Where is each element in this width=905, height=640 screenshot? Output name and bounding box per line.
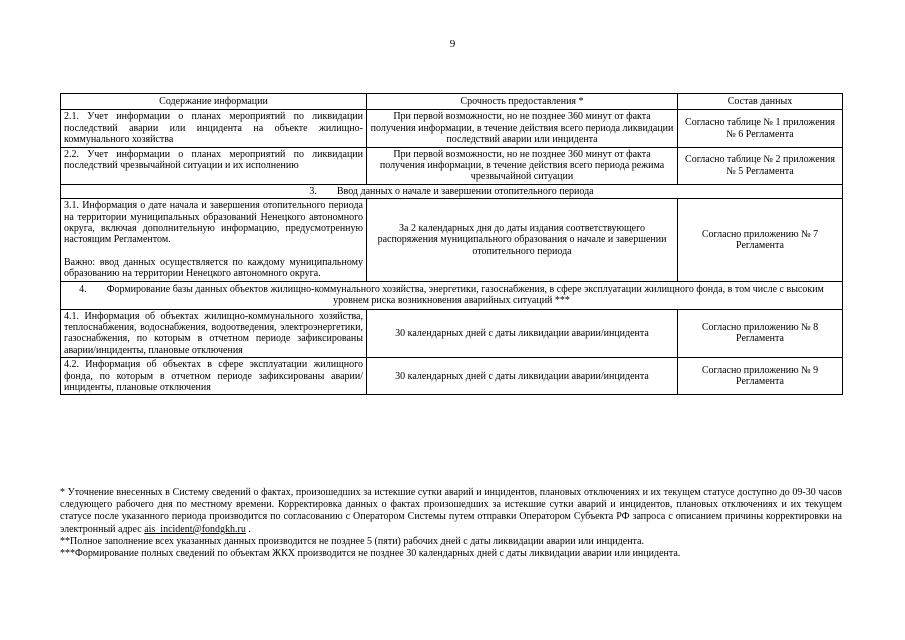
row-3-1-data: Согласно приложению № 7 Регламента (678, 199, 843, 281)
row-2-1-content: 2.1. Учет информации о планах мероприятий по ликвидации последствий аварии или инцидента на объекте жилищно-коммунального хозяйства (61, 110, 367, 147)
row-2-2-data: Согласно таблице № 2 приложения № 5 Регламента (678, 147, 843, 184)
footnote-1-text: * Уточнение внесенных в Систему сведений о фактах, произошедших за истекшие сутки аварий и инцидентов, плановых отключениях и их текущем статусе доступно до 09-30 часов следующего рабочего дня по местному времени. Корректировка данных о фактах произошедших за истекшие сутки аварий и инцидентов, плановых отключениях и их текущем статусе после указанного периода производится по согласованию с Оператором Системы путем отправки Оператором Субъекта РФ запроса с описанием причины корректировки на электронный адрес (60, 487, 842, 535)
row-4-2-data: Согласно приложению № 9 Регламента (678, 358, 843, 395)
row-4-2-urgency: 30 календарных дней с даты ликвидации аварии/инцидента (367, 358, 678, 395)
footnotes (60, 487, 842, 560)
footnote-3: ***Формирование полных сведений по объектам ЖКХ производится не позднее 30 календарных дней с даты ликвидации аварии или инцидента. (60, 548, 681, 560)
header-content: Содержание информации (61, 94, 367, 110)
row-3-1-text: 3.1. Информация о дате начала и завершения отопительного периода на территории муниципальных образований Ненецкого автономного округа, включая дополнительную информацию, предусмотренную настоящим Регламентом. (64, 200, 363, 246)
page-number: 9 (449, 38, 456, 50)
section-4-title: 4. Формирование базы данных объектов жилищно-коммунального хозяйства, энергетики, газоснабжения, в сфере эксплуатации жилищного фонда, в том числе с высоким уровнем риска возникновения аварийных ситуаций *** (61, 281, 843, 309)
section-3-title: 3. Ввод данных о начале и завершении отопительного периода (61, 184, 843, 198)
footnote-1-end: . (245, 523, 251, 535)
header-data: Состав данных (678, 94, 843, 110)
table-row (61, 358, 843, 395)
table-row (61, 199, 843, 281)
table-row (61, 309, 843, 358)
table-header-row (61, 94, 843, 110)
row-3-1-content (61, 199, 367, 281)
footnote-2: **Полное заполнение всех указанных данных производится не позднее 5 (пяти) рабочих дней с даты ликвидации аварии или инцидента. (60, 535, 644, 547)
table-row (61, 110, 843, 147)
section-row (61, 281, 843, 309)
row-3-1-urgency: За 2 календарных дня до даты издания соответствующего распоряжения муниципального образования о начале и завершении отопительного периода (367, 199, 678, 281)
row-2-1-data: Согласно таблице № 1 приложения № 6 Регламента (678, 110, 843, 147)
row-3-1-note: Важно: ввод данных осуществляется по каждому муниципальному образованию на территории Ненецкого автономного округа. (64, 256, 363, 280)
row-4-1-data: Согласно приложению № 8 Регламента (678, 309, 843, 358)
row-2-2-urgency: При первой возможности, но не позднее 360 минут от факта получения информации, в течение действия всего периода режима чрезвычайной ситуации (367, 147, 678, 184)
information-table (60, 93, 843, 395)
footnote-1 (60, 487, 842, 536)
section-row (61, 184, 843, 198)
row-2-2-content: 2.2. Учет информации о планах мероприятий по ликвидации последствий чрезвычайной ситуации и их исполнению (61, 147, 367, 184)
header-urgency: Срочность предоставления * (367, 94, 678, 110)
row-2-1-urgency: При первой возможности, но не позднее 360 минут от факта получения информации, в течение действия всего периода ликвидации последствий аварии или инцидента (367, 110, 678, 147)
table-row (61, 147, 843, 184)
row-4-2-content: 4.2. Информация об объектах в сфере эксплуатации жилищного фонда, по которым в отчетном периоде зафиксированы аварии/инциденты, плановые отключения (61, 358, 367, 395)
row-4-1-content: 4.1. Информация об объектах жилищно-коммунального хозяйства, теплоснабжения, водоснабжения, водоотведения, электроэнергетики, газоснабжения, по которым в отчетном периоде зафиксированы аварии/инциденты, плановые отключения (61, 309, 367, 358)
email-link[interactable]: ais_incident@fondgkh.ru (144, 523, 246, 535)
row-4-1-urgency: 30 календарных дней с даты ликвидации аварии/инцидента (367, 309, 678, 358)
